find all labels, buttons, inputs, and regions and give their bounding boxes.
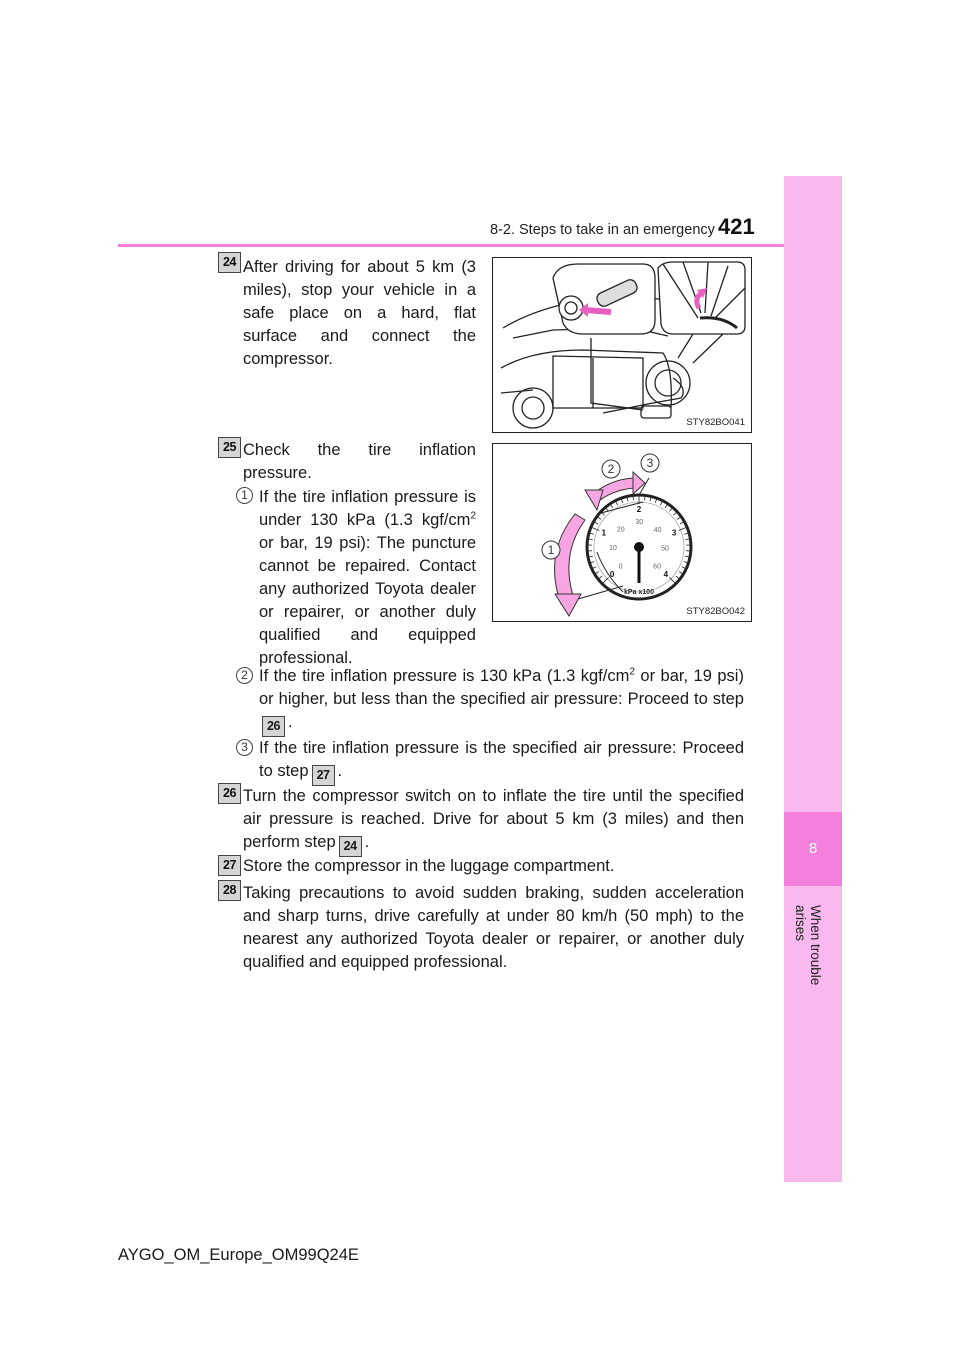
range-arrow-2-head-b	[633, 472, 645, 494]
gauge-inner-tick-label: 10	[609, 544, 617, 552]
step-badge-25: 25	[218, 437, 241, 458]
gauge-callout-2	[602, 460, 620, 478]
gauge-callout-1	[542, 541, 560, 559]
gauge-inner-tick-label: 0	[618, 563, 623, 571]
step-badge-28: 28	[218, 880, 241, 901]
step-24-text: After driving for about 5 km (3 miles), stop your vehicle in a safe place on a hard, flat surface and connect the compressor.	[243, 258, 476, 368]
step-badge-24: 24	[218, 252, 241, 273]
gauge-unit-label: kPa x100	[624, 589, 654, 596]
step-27-text: Store the compressor in the luggage compartment.	[243, 857, 615, 875]
step-badge-27: 27	[218, 855, 241, 876]
section-title: 8-2. Steps to take in an emergency	[490, 222, 715, 238]
range-arrow-1-head	[555, 594, 581, 616]
car-compressor-illustration	[493, 258, 751, 432]
gauge-outer-tick-label: 1	[601, 528, 607, 538]
sub-item-marker-1: 1	[236, 487, 253, 504]
gauge-callout-3	[641, 454, 659, 472]
pressure-gauge-illustration	[493, 444, 751, 621]
step-25-text: Check the tire inflation pressure.	[243, 441, 476, 482]
figure-compressor-connection	[492, 257, 752, 433]
header-rule	[118, 244, 784, 247]
step-ref-27[interactable]: 27	[312, 765, 335, 786]
page-number: 421	[718, 214, 755, 239]
sub-item-2-text: If the tire inflation pressure is 130 kPa (1.3 kgf/$cm^2$ or bar, 19 psi) or higher, but less than the specified air pressure: Proceed to step26 .	[259, 665, 744, 737]
gauge-inner-tick-label: 60	[653, 563, 661, 571]
sub-item-1-text: If the tire inflation pressure is under 130 kPa (1.3 kgf/$cm^2$ or bar, 19 psi): The puncture cannot be repaired. Contact any authorized Toyota dealer or repairer, or another duly qualified and equipped professional.	[259, 488, 476, 667]
gauge-outer-tick-label: 3	[671, 528, 677, 538]
chapter-side-tab	[784, 176, 842, 1182]
gauge-callout-label: 2	[607, 462, 615, 476]
gauge-inner-tick-label: 30	[635, 519, 644, 527]
chapter-title: When trouble arises	[793, 905, 823, 986]
step-badge-26: 26	[218, 783, 241, 804]
range-arrow-1	[555, 514, 585, 604]
step-28-text: Taking precautions to avoid sudden braking, sudden acceleration and sharp turns, drive carefully at under 80 km/h (50 mph) to the nearest any authorized Toyota dealer or repairer, or another duly qualified and equipped professional.	[243, 884, 744, 971]
gauge-inner-tick-label: 40	[653, 526, 662, 534]
sub-item-marker-3: 3	[236, 739, 253, 756]
inset-left	[553, 264, 655, 334]
figure-code-1: STY82BO041	[686, 417, 745, 428]
figure-pressure-gauge	[492, 443, 752, 622]
gauge-outer-tick-label: 0	[609, 569, 615, 579]
sub-item-3-text: If the tire inflation pressure is the specified air pressure: Proceed to step 27 .	[259, 737, 744, 786]
document-id: AYGO_OM_Europe_OM99Q24E	[118, 1246, 359, 1264]
gauge-callout-label: 1	[547, 543, 555, 557]
gauge-hub	[634, 542, 644, 552]
range-arrow-2-head-a	[585, 490, 603, 510]
gauge-inner-tick-label: 20	[616, 526, 625, 534]
gauge-callout-label: 3	[646, 456, 654, 470]
gauge-outer-tick-label: 2	[636, 505, 642, 514]
figure-code-2: STY82BO042	[686, 606, 745, 617]
step-ref-24[interactable]: 24	[339, 836, 362, 857]
step-26-text: Turn the compressor switch on to inflate the tire until the specified air pressure is reached. Drive for about 5 km (3 miles) and then perform step 24 .	[243, 785, 744, 857]
inset-right	[658, 262, 745, 363]
sub-item-marker-2: 2	[236, 667, 253, 684]
step-ref-26[interactable]: 26	[262, 716, 285, 737]
gauge-inner-tick-label: 50	[661, 545, 669, 553]
gauge-outer-tick-label: 4	[663, 569, 669, 579]
chapter-number: 8	[808, 840, 818, 857]
